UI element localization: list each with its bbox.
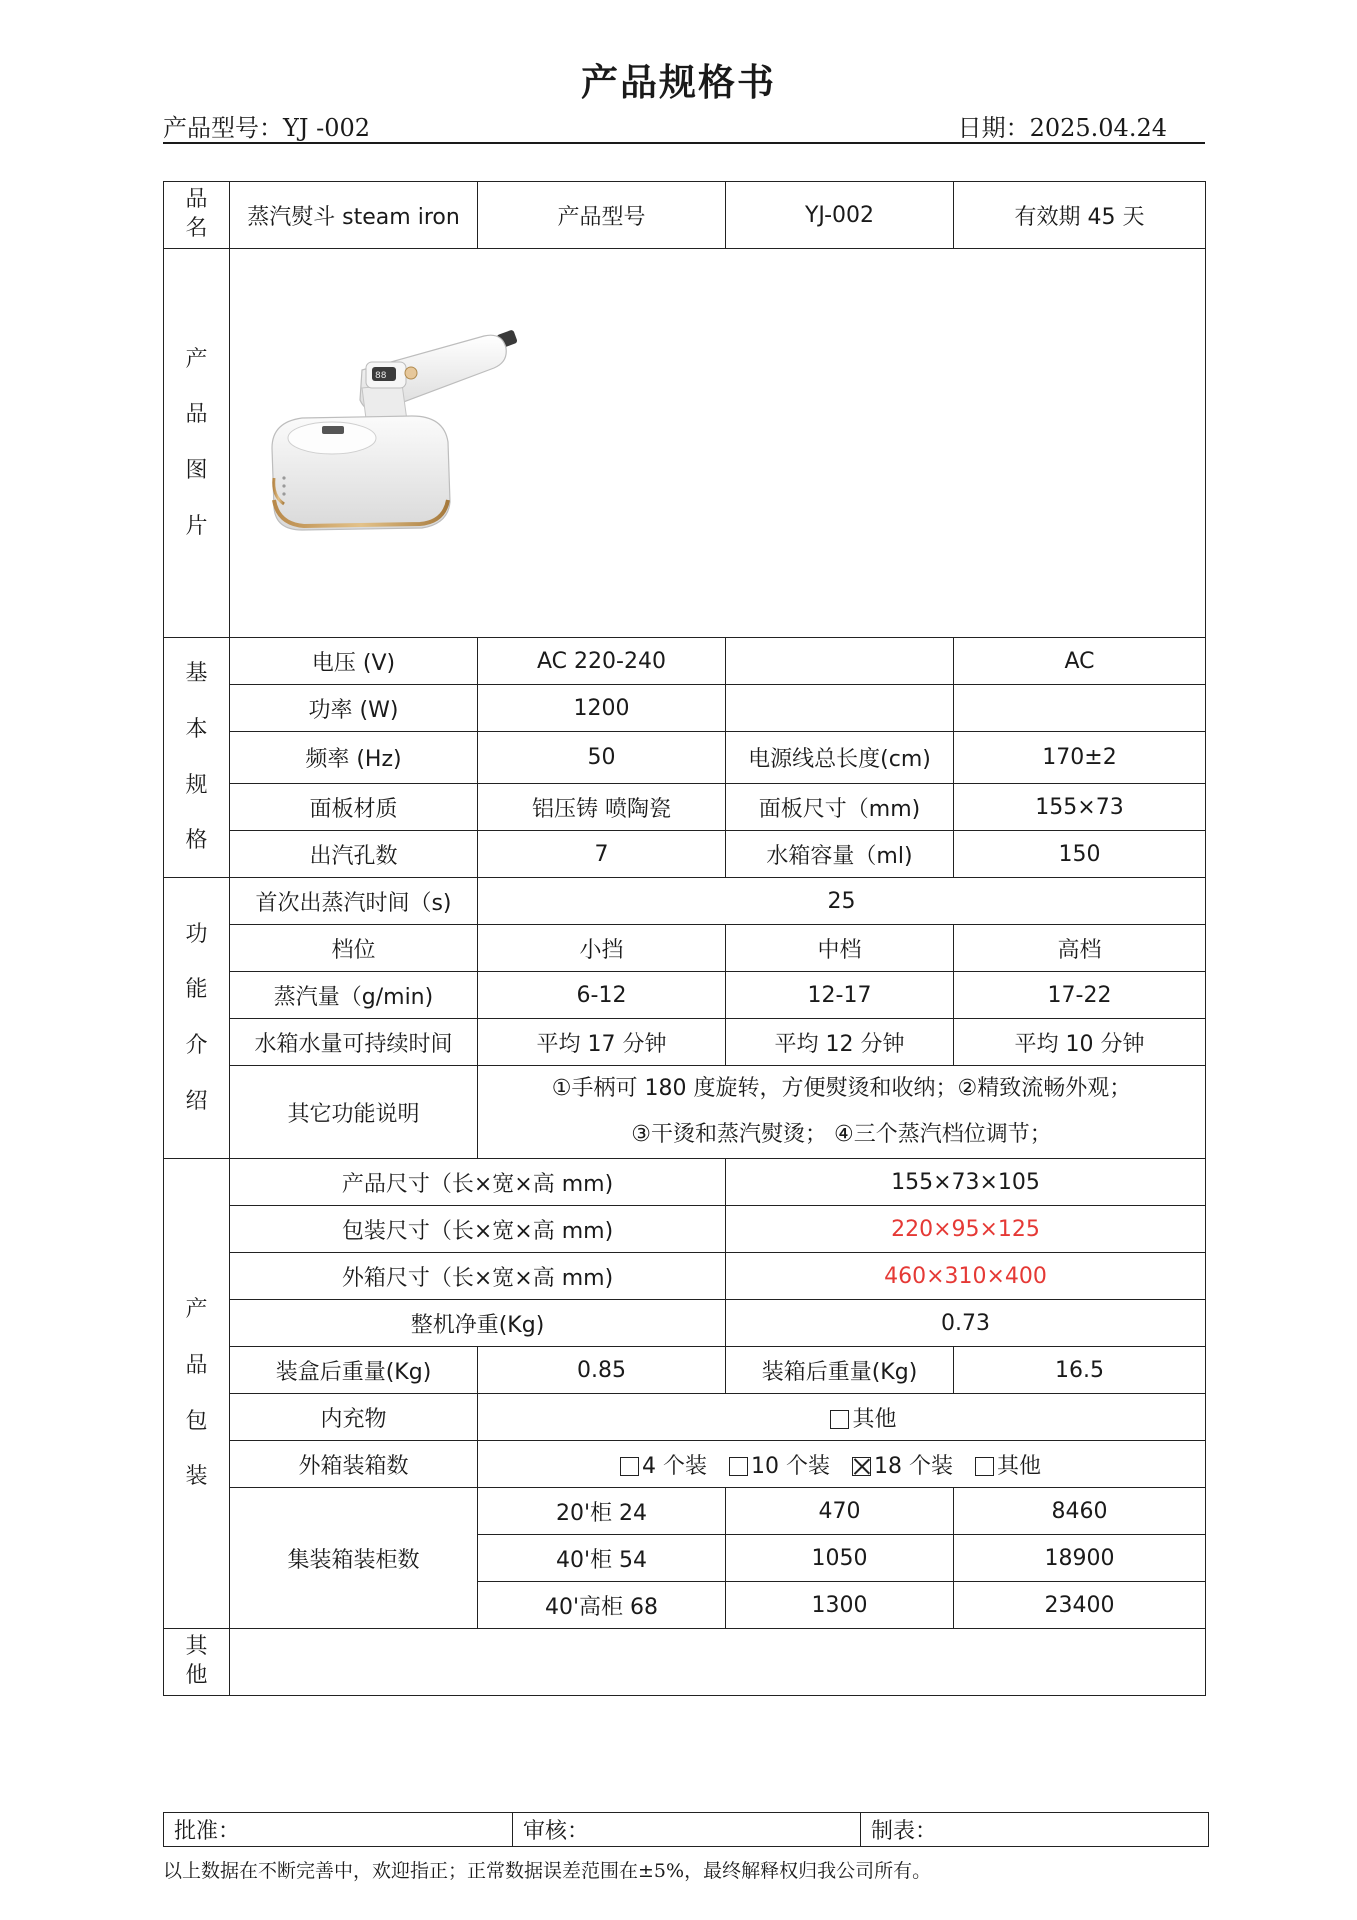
function-label-char: 介 [185,1033,208,1058]
container-label: 集装箱装柜数 [230,1488,478,1629]
duration-low: 平均 17 分钟 [478,1019,726,1066]
contents-label: 内充物 [230,1394,478,1441]
picture-label-char: 产 [185,346,208,372]
carton-qty-checkbox[interactable] [729,1457,748,1476]
frequency-row [164,732,1206,784]
box-size-value: 220×95×125 [726,1206,1206,1253]
product-size-row [164,1159,1206,1206]
duration-mid: 平均 12 分钟 [726,1019,954,1066]
cord-length-value: 170±2 [954,732,1206,784]
plate-material-value: 铝压铸 喷陶瓷 [478,784,726,831]
packaging-label-char: 产 [185,1297,208,1323]
container-qty: 470 [726,1488,954,1535]
steam-holes-label: 出汽孔数 [230,831,478,878]
other-section-label [164,1629,230,1696]
steam-holes-value: 7 [478,831,726,878]
carton-qty-checkbox[interactable] [975,1457,994,1476]
other-functions-line: ③干烫和蒸汽熨烫； ④三个蒸汽档位调节； [631,1122,1052,1147]
function-section-label [164,878,230,1159]
basic-label-char: 格 [185,828,208,854]
voltage-extra: AC [954,638,1206,685]
first-steam-value: 25 [478,878,1206,925]
function-label-char: 功 [185,921,208,947]
gear-label: 档位 [230,925,478,972]
carton-qty-option-label: 18 个装 [873,1453,953,1479]
name-section-label [164,182,230,249]
other-functions-row [164,1066,1206,1159]
tank-capacity-value: 150 [954,831,1206,878]
header-date: 日期：2025.04.24 [957,114,1167,142]
carton-size-value: 460×310×400 [726,1253,1206,1300]
frequency-label: 频率 (Hz) [230,732,478,784]
frequency-value: 50 [478,732,726,784]
cord-length-label: 电源线总长度(cm) [726,732,954,784]
other-functions-text [478,1066,1206,1159]
container-total: 8460 [954,1488,1206,1535]
picture-section-label [164,249,230,638]
carton-qty-options [478,1441,1206,1488]
carton-qty-option-label: 10 个装 [750,1453,830,1479]
packaging-label-char: 装 [185,1464,208,1490]
gear-high: 高档 [954,925,1206,972]
container-type: 20'柜 24 [478,1488,726,1535]
carton-size-label: 外箱尺寸（长×宽×高 mm) [230,1253,726,1300]
box-size-row [164,1206,1206,1253]
product-size-value: 155×73×105 [726,1159,1206,1206]
name-row [164,182,1206,249]
power-blank-2 [954,685,1206,732]
steam-iron-photo [262,318,534,538]
gear-mid: 中档 [726,925,954,972]
container-type: 40'高柜 68 [478,1582,726,1629]
first-steam-row [164,878,1206,925]
model-value: YJ-002 [726,182,954,249]
basic-label-char: 本 [185,716,208,742]
voltage-row [164,638,1206,685]
duration-row [164,1019,1206,1066]
contents-checkbox[interactable] [830,1410,849,1429]
container-total: 23400 [954,1582,1206,1629]
net-weight-label: 整机净重(Kg) [230,1300,726,1347]
prepared-field[interactable]: 制表： [861,1813,1209,1847]
carton-weight-value: 16.5 [954,1347,1206,1394]
steam-rate-mid: 12-17 [726,972,954,1019]
other-functions-label: 其它功能说明 [230,1066,478,1159]
box-size-label: 包装尺寸（长×宽×高 mm) [230,1206,726,1253]
container-type: 40'柜 54 [478,1535,726,1582]
review-field[interactable]: 审核： [513,1813,861,1847]
weights-row [164,1347,1206,1394]
name-section-label-text: 品名 [185,187,208,241]
footnote: 以上数据在不断完善中，欢迎指正；正常数据误差范围在±5%，最终解释权归我公司所有。 [163,1860,932,1882]
carton-size-row [164,1253,1206,1300]
packaging-label-char: 品 [185,1352,208,1378]
container-total: 18900 [954,1535,1206,1582]
basic-label-char: 基 [185,661,208,687]
carton-qty-option [729,1454,830,1479]
power-row [164,685,1206,732]
validity: 有效期 45 天 [954,182,1206,249]
power-label: 功率 (W) [230,685,478,732]
container-qty: 1300 [726,1582,954,1629]
header-divider [163,142,1205,144]
other-row [164,1629,1206,1696]
container-row [164,1488,1206,1535]
approve-field[interactable]: 批准： [164,1813,513,1847]
header-model: 产品型号：YJ -002 [163,114,371,142]
carton-qty-checkbox[interactable] [852,1457,871,1476]
signoff-table [163,1812,1209,1847]
plate-row [164,784,1206,831]
product-name: 蒸汽熨斗 steam iron [230,182,478,249]
voltage-label: 电压 (V) [230,638,478,685]
holes-row [164,831,1206,878]
steam-rate-row [164,972,1206,1019]
basic-label-char: 规 [185,772,208,798]
other-notes [230,1629,1206,1696]
page-title: 产品规格书 [581,61,776,104]
picture-label-char: 图 [185,458,208,483]
duration-high: 平均 10 分钟 [954,1019,1206,1066]
other-section-label-text: 其他 [185,1634,208,1688]
boxed-weight-value: 0.85 [478,1347,726,1394]
boxed-weight-label: 装盒后重量(Kg) [230,1347,478,1394]
plate-size-label: 面板尺寸（mm) [726,784,954,831]
picture-label-char: 片 [185,513,208,539]
gear-row [164,925,1206,972]
tank-capacity-label: 水箱容量（ml) [726,831,954,878]
svg-text:88: 88 [375,371,387,381]
voltage-value: AC 220-240 [478,638,726,685]
steam-rate-label: 蒸汽量（g/min) [230,972,478,1019]
carton-qty-option [975,1454,1041,1479]
function-label-char: 绍 [185,1088,208,1114]
container-qty: 1050 [726,1535,954,1582]
basic-section-label [164,638,230,878]
net-weight-value: 0.73 [726,1300,1206,1347]
carton-qty-checkbox[interactable] [620,1457,639,1476]
picture-label-char: 品 [185,402,208,428]
packaging-section-label [164,1159,230,1629]
contents-row [164,1394,1206,1441]
gear-low: 小挡 [478,925,726,972]
carton-qty-label: 外箱装箱数 [230,1441,478,1488]
carton-qty-row [164,1441,1206,1488]
contents-option-label: 其他 [852,1406,897,1432]
carton-qty-option [620,1454,707,1479]
product-size-label: 产品尺寸（长×宽×高 mm) [230,1159,726,1206]
net-weight-row [164,1300,1206,1347]
power-value: 1200 [478,685,726,732]
carton-qty-option-label: 4 个装 [641,1453,707,1479]
plate-size-value: 155×73 [954,784,1206,831]
power-blank [726,685,954,732]
carton-qty-option-label: 其他 [996,1453,1041,1479]
model-header: 产品型号 [478,182,726,249]
contents-options [478,1394,1206,1441]
voltage-blank [726,638,954,685]
plate-material-label: 面板材质 [230,784,478,831]
packaging-label-char: 包 [185,1408,208,1434]
first-steam-label: 首次出蒸汽时间（s) [230,878,478,925]
steam-rate-high: 17-22 [954,972,1206,1019]
carton-qty-option [852,1454,953,1479]
duration-label: 水箱水量可持续时间 [230,1019,478,1066]
other-functions-line: ①手柄可 180 度旋转，方便熨烫和收纳；②精致流畅外观； [551,1076,1132,1101]
carton-weight-label: 装箱后重量(Kg) [726,1347,954,1394]
steam-rate-low: 6-12 [478,972,726,1019]
function-label-char: 能 [185,977,208,1003]
